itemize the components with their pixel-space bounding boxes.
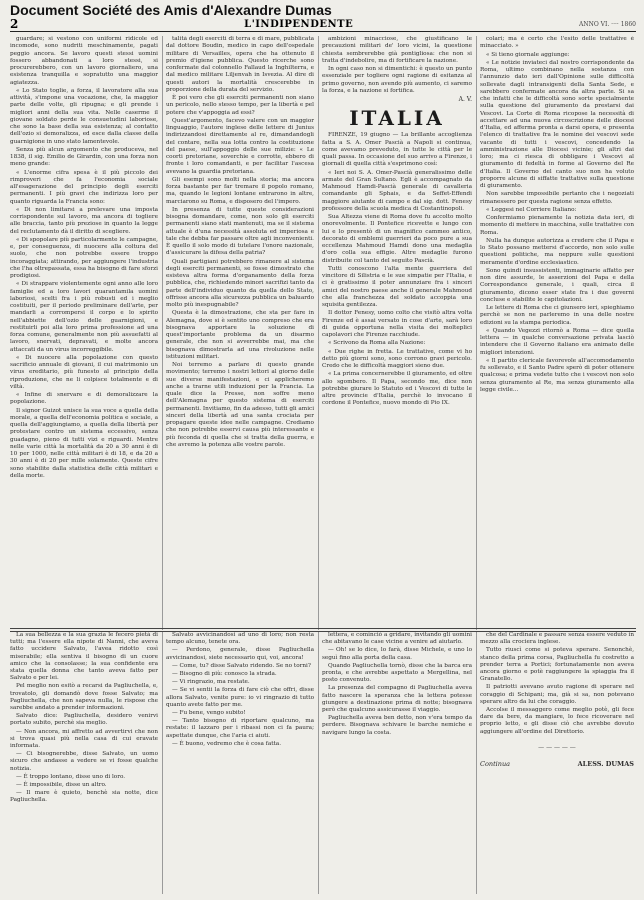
paragraph: colari; ma è certo che l'esito delle trattative è minacciato. » (480, 36, 634, 50)
paragraph: — Come, tu? disse Salvato ridendo. Se no torni? (172, 662, 311, 669)
paragraph: guardare; si vestono con uniformi ridicole ed incomode, sono nudriti meschinamente, pagati peggio ancora. Se lavoro questi stessi uomini fossero abbandonati a loro stessi, si procurerebbero, con un lavoro giornaliero, una esistenza tranquilla e sopratutto una maggior agiatezza. (10, 36, 158, 86)
paragraph: « Scrivono da Roma alla Nazione: (328, 340, 426, 347)
paragraph: La sua bellezza e la sua grazia le fecero pietà di tutti; ma l'essere ella nipote di Nanni, che aveva fatto uccidere Salvato, l'avea ridotto così miserabile; ella sentiva il bisogno di un cuore amico che la consolasse; la sua confidente era stata quella donna che tanto aveva fatto per Salvato e per lei. (10, 632, 158, 682)
paragraph: Salvato avvicinandosi ad uno di loro; non resta tempo alcuno, tenete ora. (166, 632, 314, 646)
article-signature: A. V. (458, 96, 472, 103)
paragraph: Quest'argomento, facevo valere con un maggior linguaggio, l'autore inglese delle lettere di Junius indirizzandosi direttamente al re, dimandandogli del contare, nella sua lotta contro la costituzione del paese, sull'appoggio delle sue milizie: « Le coorti pretoriane, soverchie e corrotte, ebbero di fronte i loro comandanti, e per facilitar l'ascesa avevano la guardia pretoriana. (166, 117, 314, 175)
paragraph: Le lettere di Roma che ci giunsero ieri, spieghiamo perchè se non ne parleremo in una delle nostre edizioni su la stampa periodica. (480, 305, 634, 326)
column-2 (166, 36, 314, 630)
paragraph: Pel meglio non esitò a recarsi da Pagliuchella, e, trovatolo, gli domandò dove fosse Salvato; ma Pagliuchella, che non sapeva nulla, le rispose che sarebbe andato a prender informazioni. (10, 683, 158, 712)
paragraph: « Di spopolare più particolarmente le campagne, e, per conseguenza, di nuocere alla coltura del suolo, che non potrebbe essere troppo incoraggiata; attirando, per aggiungere l'industria che l'ha oltrepassata, essa ha bisogno di fare sforzi prodigiosi. (10, 236, 158, 279)
page-number: 2 (10, 17, 19, 31)
column-divider (318, 632, 319, 894)
paragraph: Nulla ha dunque autorizza a credere che il Papa e lo Stato possano mettersi d'accordo, non solo sulle questioni politiche, ma neppure sulle questioni meramente d'ordine ecclesiastico. (480, 237, 634, 266)
paragraph: La presenza del compagno di Pagliuchella aveva fatto nascere la speranza che la lettera potesse giungere a destinazione prima di notte; bisognava però che qualcuno assicurasse il viaggio. (322, 685, 472, 714)
paragraph: Gli esempi sono molti nella storia; ma ancora forza bastante per far tremare il popolo romano, ma, quando le legioni lontane entrarono in altre, marciarono su Roma, e disposero del l'impero. (166, 176, 314, 205)
paragraph: « Due righe in fretta. Le trattative, come vi ho detto più giorni sono, sono corrono gravi pericolo. Credo che le difficoltà maggiori sieno due. (322, 348, 472, 369)
paragraph: Sua Altezza viene di Roma dove fu accolto molto onorevolmente. Il Pontefice ricevette e lungo con lui e lo presentò di un magnifico cammeo antico, decorato di emblemi guerrieri da poco pure a sua eccellenza Mahmoud Hamdi dono una medaglia d'oro colla sua effigie. Altre medaglie furono distribuite col tanto del seguito Pascià. (322, 214, 472, 264)
section-heading: ITALIA (349, 106, 445, 131)
feuilleton-rule (10, 628, 636, 629)
paragraph: — È troppo lontano, disse uno di loro. (16, 773, 126, 780)
paragraph: « Infine di snervare e di demoralizzare la popolazione. (10, 392, 158, 406)
paragraph: talità degli eserciti di terra e di mare, pubblicata dal dottore Boudin, medico in capo dell'ospedale militare di Versailles, opera che ha ottenuto il premio d'igiene pubblica. Questo ricerche sono confermate dal colonnello Fallaud la Inghilterra, e dal medico militare Liljenvah in Isvezia. Al dire di questi autori la mortalità crescerebbe in proporzione della durata del servizio. (166, 36, 314, 93)
column-divider (318, 36, 319, 630)
paragraph: Il signor Guizot unisce la sua voce a quella della morale, a quella dell'economia politica e sociale, a quella dell'aggiungiamo, a quella della libertà per protestare contro un sistema eccessivo, senza guadagno, pieno di tutti vizi e riguardi. Mentre nelle varie città la mortalità da 20 a 30 anni è di 10 per 1000, nelle città militari è di 18, e da 20 a 30 anni è di 20 per mille solamente. Queste cifre sono stabilite dalla statistica delle città militari e della morte. (10, 407, 158, 479)
paragraph: « La prima concernerebbe il giuramento, ed oltre allo sgombero. Il Papa, secondo me, dice non potrebbe giurare lo Statuto ed i Vescovi di tutte le altre provincie d'Italia, perchè lo invocano il cordone il Pontefice, nuovo mondo di Pio IX. (322, 371, 472, 407)
paragraph: ambizioni minacciose, che giustificano le precauzioni militari de' loro vicini, la questione chiesta sembrerebbe già pontigliosa: che non si tratta d'indebolire, ma di fortificare la nazione. (322, 36, 472, 64)
paragraph: Pagliuchella aveva ben detto, non v'era tempo da perdere. Bisognava schivare le barche nemiche e navigare lungo la costa. (322, 715, 472, 736)
paragraph: — È impossibile, disse un altro. (16, 782, 107, 789)
paragraph: Tutto riuscì come si poteva sperare. Senonchè, stanco della prima corsa, Pagliuchella fu costretto a prender terra a Portici; fortunatamente non aveva ancora giorno e potè raggiungere la spiaggia fra il Granatello. (480, 647, 634, 683)
paragraph: Salvato dice: Pagliuchella, desidero venirvi portato subito, perchè sia meglio. (10, 713, 158, 727)
paragraph: Accolse il messaggero come meglio potè, gli fece dare da bere, da mangiare, lo fece ricoverare nel proprio letto, e gli disse ciò che avrebbe dovuto aggiungere all'ordine del Direttorio. (480, 707, 634, 735)
paragraph: « Lo Stato toglie, a forza, il lavoratore alla sua attività, s'impone una vocazione, che, la maggior parte delle volte, gli ripugna; e gli prende i migliori anni della sua vita. Nelle caserme il giovane soldato perde le consuetudini laboriose, che sono la base della sua esistenza; al contatto dell'ozio si demoralizza, ed esce dalla classe della guarnigione in uno stato lamentevole. (10, 87, 158, 145)
feuilleton-column-2 (166, 632, 314, 894)
paragraph: Noi terremo a parlare di questo grande movimento; terremo i nostri lettori al giorno delle sue diverse manifestazioni, e ci applicheremo anche a trarne utili induzioni per la Francia. La quale dice la Presse, non soffre meno dell'Alemagna per questo sistema di eserciti permanenti. Invitiamo, fin da adesso, tutti gli amici sinceri della libertà ad una santa crociata per propagare queste idee nelle campagne. Crediamo che non potrebbe esservi causa più interessante e più feconda di quella che si tratta della guerra, e che avremo la potenza alle vostre parole. (166, 362, 314, 448)
column-3-body (322, 132, 472, 407)
paragraph: In ogni caso non si dimentichi: è questo un punto essenziale per togliere ogni ragione di esitanza al primo governo, non avendo più aumento, ci saremo la forza, e la nazione si fortifica. (322, 66, 472, 94)
column-3 (322, 36, 472, 630)
page-header (10, 17, 636, 32)
feuilleton-column-4 (480, 632, 634, 894)
feuilleton-column-1 (10, 632, 158, 894)
column-1 (10, 36, 158, 630)
paragraph: Tutti conoscono l'alta mente guerriera del vincitore di Silistria e le sue simpatie per l'Italia, e ci è gratissimo il poter annunziare fra i sinceri amici del nostro paese anche il generale Mahmoud che alla franchezza del soldato accoppia una squisita gentilezza. (322, 265, 472, 308)
paragraph: FIRENZE, 19 giugno — La brillante accoglienza fatta a S. A. Omer Pascià a Napoli si continua, come avevamo preveduto, in tutte le città per le quali passa. In occasione del suo arrivo a Firenze, i giornali di quella città s'esprimono così: (322, 132, 472, 168)
separator-ornament: — — — — — (538, 743, 576, 751)
paragraph: che del Cardinale e passare senza essere veduto in mezzo alla crociera inglese. (480, 632, 634, 646)
paragraph: È poi vero che gli eserciti permanenti non siano un pericolo, nello stesso tempo, per la libertà e pel potere che v'appoggia ad essi? (166, 95, 314, 116)
paragraph: Quando Pagliuchella tornò, disse che la barca era pronta, e che avrebbe aspettato a Mergellina, nel posto convenuto. (322, 662, 472, 684)
paragraph: — Oh! se lo dice, lo farà, disse Michele, e uno lo seguì fino alla porta della casa. (322, 647, 472, 661)
paragraph: Il dottor Fenesy, uomo colto che visitò altra volta Firenze ed è assai versato in cose d'arte, sarà loro di guida opportuna nella visita dei molteplici capolavori che Firenze racchiude. (322, 310, 472, 338)
feuilleton-signature (480, 761, 634, 768)
paragraph: In presenza di tutte queste considerazioni bisogna domandare, come, non solo gli eserciti permanenti siano stati mantenuti, ma se il sistema attuale è d'una necessità assoluta ed imperiosa e tale che debba far passare oltre agli inconvenienti. È quello il solo modo di tutelare l'onore nazionale, d'assicurare la difesa della patria? (166, 206, 314, 257)
continued-label: Continua (480, 760, 511, 769)
paragraph: « Quando Vegezzi ritornò a Roma — dice quella lettera — in qualche conversazione privata lasciò intendere che il Governo italiano era animato delle migliori intenzioni. (480, 327, 634, 356)
paragraph: — Vi ringrazio, ma restate. (172, 679, 250, 686)
masthead: L'INDIPENDENTE (244, 18, 354, 30)
paragraph: — Fu bene, vengo subito! (172, 710, 246, 717)
paragraph: — Tanto bisogno di riportare qualcuno, ma restate: il lazzaro per i ribassi non ci fa paura; aspettate dunque, che l'aria ci aiuti. (166, 718, 314, 739)
paragraph: « Di strappare violentemente ogni anno alle loro famiglie ed a loro lavori quarantamila uomini laboriosi, scelti fra i più robusti ed i meglio costituiti, per il periodo preliminare dell'arte, per mandarli a corrompersi il corpo e lo spirito nell'abbiette dell'ozio delle guarnigioni, e restituirli poi alla loro prima professione ad una forza comune, generalmente non più assuefatti al lavoro, snervati, depravati, e molte ancora attaccati da un virus incorreggibile. (10, 281, 158, 353)
document-watermark: Document Société des Amis d'Alexandre Dumas (10, 2, 332, 18)
paragraph: Quali partigiani potrebbero rimanere al sistema degli eserciti permanenti, se fosse dimostrato che esisteva altra forma d'organamento della forza pubblica, che, richiedendo minori sacrifizi tanto da parte dell'individuo quanto da quella dello Stato, offrisse ancora alla sicurezza pubblica un baluardo molto più inespugnabile? (166, 258, 314, 308)
paragraph: « Il partito clericale favorevole all'accomodamento fu sollevato, e il Santo Padre sperò di poter ottenere qualcosa; e prima vedete tutto che i vescovi non solo senza giuramento al Re, ma senza giuramento alla legge civile... (480, 357, 634, 393)
paragraph: « Si tieno giornale aggiunge: (486, 51, 570, 58)
column-divider (476, 36, 477, 630)
paragraph: « Di non limitarsi a prelevare una imposta corrispondente sul lavoro, ma ancora di togliere alle braccia, tanto più preziose in quanto la legge del reclutamento dà il diritto di scegliere. (10, 206, 158, 235)
paragraph: « Di nuocere alla popolazione con questo sacrificio annuale di giovani, il cui matrimonio un virus ereditario, più funesto al principio della riproduzione, che ne li colpisce totalmente e di viltà. (10, 354, 158, 390)
paragraph: Sono quindi insussistenti, immaginarie affatto per non dire assurde, le asserzioni del Papa e della Correspondance generale, i quali, circa il giuramento, dicono esser state fra i due governi concluse e stabilite le capitolazioni. (480, 267, 634, 303)
paragraph: — Il mare è quieto, benchè sia notte, dice Pagliuchella. (10, 790, 158, 804)
paragraph: Non sarebbe impossibile pertanto che i negoziati rimanessero per questa ragione senza effetto. (480, 191, 634, 205)
paragraph: Senza più alcun argomento che produceva, nel 1838, il sig. Emilio de Girardin, con una forza non meno grande: (10, 146, 158, 168)
paragraph: — Bisogno di più: conosco la strada. (172, 671, 277, 678)
column-3-top (322, 36, 472, 95)
paragraph: — Se vi sentii la forza di fare ciò che offri, disse allora Salvato, venite pure: io vi ringrazio di tutto quanto avete fatto per me. (166, 687, 314, 708)
header-date: ANNO VI. ···· 1860 (579, 20, 636, 28)
paragraph: « Leggesi nel Corriere Italiano: (486, 206, 577, 213)
author-name: ALESS. DUMAS (577, 760, 634, 769)
column-divider (162, 632, 163, 894)
paragraph: — Perdono, generale, disse Pagliuchella avvicinandosi, siete necessario qui, voi, ancora! (166, 647, 314, 661)
column-divider (476, 632, 477, 894)
paragraph: « L'enorme cifra spesa è il più piccolo dei rimproveri che fa l'economia sociale all'esagerazione del principio degli eserciti permanenti. I più gravi che indirizza loro per quanto riguarda la Francia sono: (10, 169, 158, 205)
column-4 (480, 36, 634, 630)
paragraph: Questa è la dimostrazione, che sta per fare in Alemagna, dove si è sentito uno compreso che era bisognava apportare la soluzione di quest'importante problema da un disarmo generale, che non si avverrebbe mai, ma che bisognava dimostrarla ad una rivoluzione nelle istituzioni militari. (166, 310, 314, 360)
column-divider (162, 36, 163, 630)
feuilleton-column-4-text (480, 632, 634, 736)
feuilleton-column-3 (322, 632, 472, 894)
paragraph: Confermiamo pienamente la notizia data ieri, di momento di mettere in macchina, sulle trattative con Roma. (480, 215, 634, 236)
paragraph: lettera, e cominciò a gridare, invitando gli uomini che abitavano le case vicine a venire ad aiutarlo. (322, 632, 472, 646)
paragraph: Il patriotti avevano avuto ragione di sperare nel coraggio di Schipani; ma, già si sa, non potevano sperare altro da lui che coraggio. (480, 684, 634, 705)
paragraph: — È buono, vedremo che è cosa fatta. (172, 740, 282, 747)
paragraph: « Le notizie inviateci dal nostro corrispondente da Roma, ultimo combinano nella sostanza con l'annunzio dato ieri dall'Opinione sulle difficoltà sollevate dagli intransigenti della Santa Sede, e sarebbero confermate ancora da altra parte. Si sa che infatti che le difficoltà sono sorte specialmente sulla questione del giuramento da prestarsi dai Vescovi. La Corte di Roma ricopose la necessità di accettare ad una nuova circoscrizione delle diocesi d'Italia, ed afferma pronta a darsi opera, e presenta l'elenco di trattative fra le nomine dei vescovi sede vacante di tutti i vescovi, concedendo la amministrazione alle Diocesi vicinie; gli altri dai loro; ma ci riesca di obbligare i Vescovi al giuramento di fedeltà in forme al Governo del Re d'Italia. Il Governo del canto suo non ha voluto proporre alcune di siffatte trattative sulla questione di giuramento. (480, 59, 634, 189)
paragraph: « Ieri noi S. A. Omer-Pascià generalissimo delle armate del Gran Sultano. Egli è accompagnato da Mahmoud Hamdi-Pascià generale di cavalleria comandante gli Sphais, e da Seffet-Effendi maggiore aiutante di campo e dal sig. dott. Fenesy professore della scuola medica di Costantinopoli. (322, 169, 472, 212)
paragraph: — Ci bisognerebbe, disse Salvato, un uomo sicuro che andasse a vedere se vi fosse qualche notizia. (10, 751, 158, 772)
paragraph: — Non ancora, mi affretto ad avvertirvi che non si trova quasi più nella casa di cui eravate informata. (10, 728, 158, 750)
